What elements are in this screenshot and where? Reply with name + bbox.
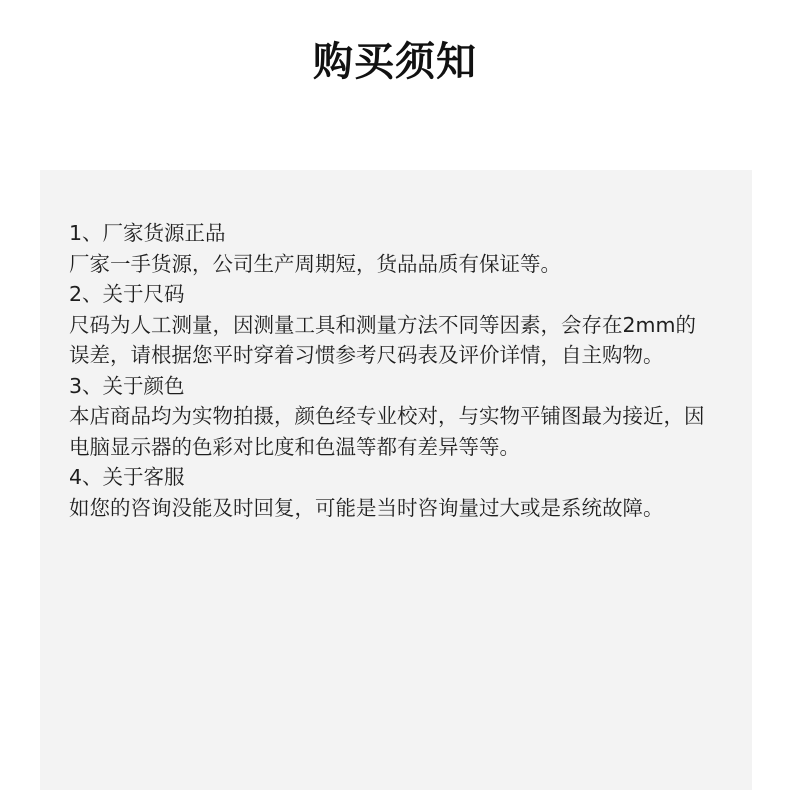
section-heading: 4、关于客服 (69, 465, 185, 489)
notice-content (69, 218, 709, 523)
section-heading: 3、关于颜色 (69, 373, 185, 398)
section-heading: 2、关于尺码 (69, 282, 185, 306)
page-title: 购买须知 (313, 39, 477, 85)
notice-section-factory (69, 218, 709, 279)
notice-panel (40, 170, 752, 790)
section-body: 厂家一手货源，公司生产周期短，货品品质有保证等。 (69, 251, 561, 276)
notice-section-size (69, 279, 709, 371)
notice-section-color (69, 371, 709, 463)
section-body: 尺码为人工测量，因测量工具和测量方法不同等因素，会存在2mm的误差，请根据您平时穿着习惯参考尺码表及评价详情，自主购物。 (69, 312, 696, 367)
section-heading: 1、厂家货源正品 (69, 221, 226, 245)
section-body: 如您的咨询没能及时回复，可能是当时咨询量过大或是系统故障。 (69, 495, 664, 520)
notice-section-service (69, 462, 709, 523)
section-body: 本店商品均为实物拍摄，颜色经专业校对，与实物平铺图最为接近，因电脑显示器的色彩对比度和色温等都有差异等等。 (69, 404, 705, 459)
